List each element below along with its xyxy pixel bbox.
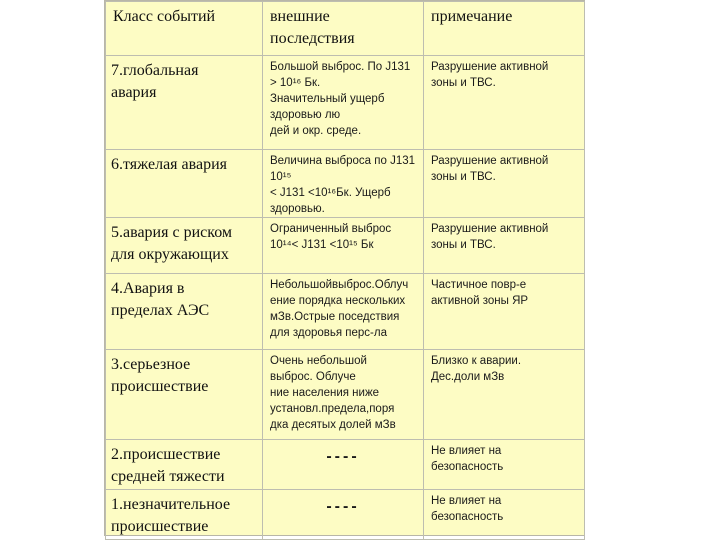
event-classification-table bbox=[104, 0, 585, 536]
header-consequences-cell bbox=[263, 2, 424, 56]
row-class: 6.тяжелая авария bbox=[111, 156, 227, 173]
row-note: Разрушение активной зоны и ТВС. bbox=[431, 223, 549, 251]
row-consequences: Величина выброса по J131 10¹⁵ < J131 <10¹⁶Бк. Ущерб здоровью. bbox=[270, 155, 416, 215]
row-class: 2.происшествие средней тяжести bbox=[111, 446, 225, 485]
row-consequences: Большой выброс. По J131 > 10¹⁶ Бк. Значительный ущерб здоровью лю дей и окр. среде. bbox=[270, 61, 411, 137]
table-row bbox=[106, 150, 585, 218]
header-class: Класс событий bbox=[113, 8, 216, 25]
row-consequences: Ограниченный выброс 10¹⁴< J131 <10¹⁵ Бк bbox=[270, 223, 392, 251]
row-note: Не влияет на безопасность bbox=[431, 445, 504, 473]
row-consequences-dash: ---- bbox=[326, 448, 360, 465]
table-row bbox=[106, 490, 585, 540]
row-note: Близко к аварии. Дес.доли мЗв bbox=[431, 355, 522, 383]
row-note: Разрушение активной зоны и ТВС. bbox=[431, 155, 549, 183]
row-note: Не влияет на безопасность bbox=[431, 495, 504, 523]
row-consequences: Небольшойвыброс.Облуч ение порядка нескольких мЗв.Острые поседствия для здоровья перс-ла bbox=[270, 279, 409, 339]
row-class: 1.незначительное происшествие bbox=[111, 496, 231, 535]
table-row bbox=[106, 56, 585, 150]
table-row bbox=[106, 440, 585, 490]
table-row bbox=[106, 218, 585, 274]
table-row bbox=[106, 274, 585, 350]
row-consequences-dash: ---- bbox=[326, 498, 360, 515]
row-consequences: Очень небольшой выброс. Облуче ние населения ниже установл.предела,поря дка десятых долей мЗв bbox=[270, 355, 396, 431]
header-note-cell bbox=[424, 2, 585, 56]
row-class: 5.авария с риском для окружающих bbox=[111, 224, 233, 263]
header-note: примечание bbox=[431, 8, 513, 25]
header-consequences: внешние последствия bbox=[270, 8, 355, 47]
row-class: 7.глобальная авария bbox=[111, 62, 199, 101]
events-table bbox=[105, 1, 585, 540]
row-class: 4.Авария в пределах АЭС bbox=[111, 280, 210, 319]
row-class: 3.серьезное происшествие bbox=[111, 356, 209, 395]
row-note: Частичное повр-е активной зоны ЯР bbox=[431, 279, 529, 307]
table-header-row bbox=[106, 2, 585, 56]
table-row bbox=[106, 350, 585, 440]
header-class-cell bbox=[106, 2, 263, 56]
row-note: Разрушение активной зоны и ТВС. bbox=[431, 61, 549, 89]
